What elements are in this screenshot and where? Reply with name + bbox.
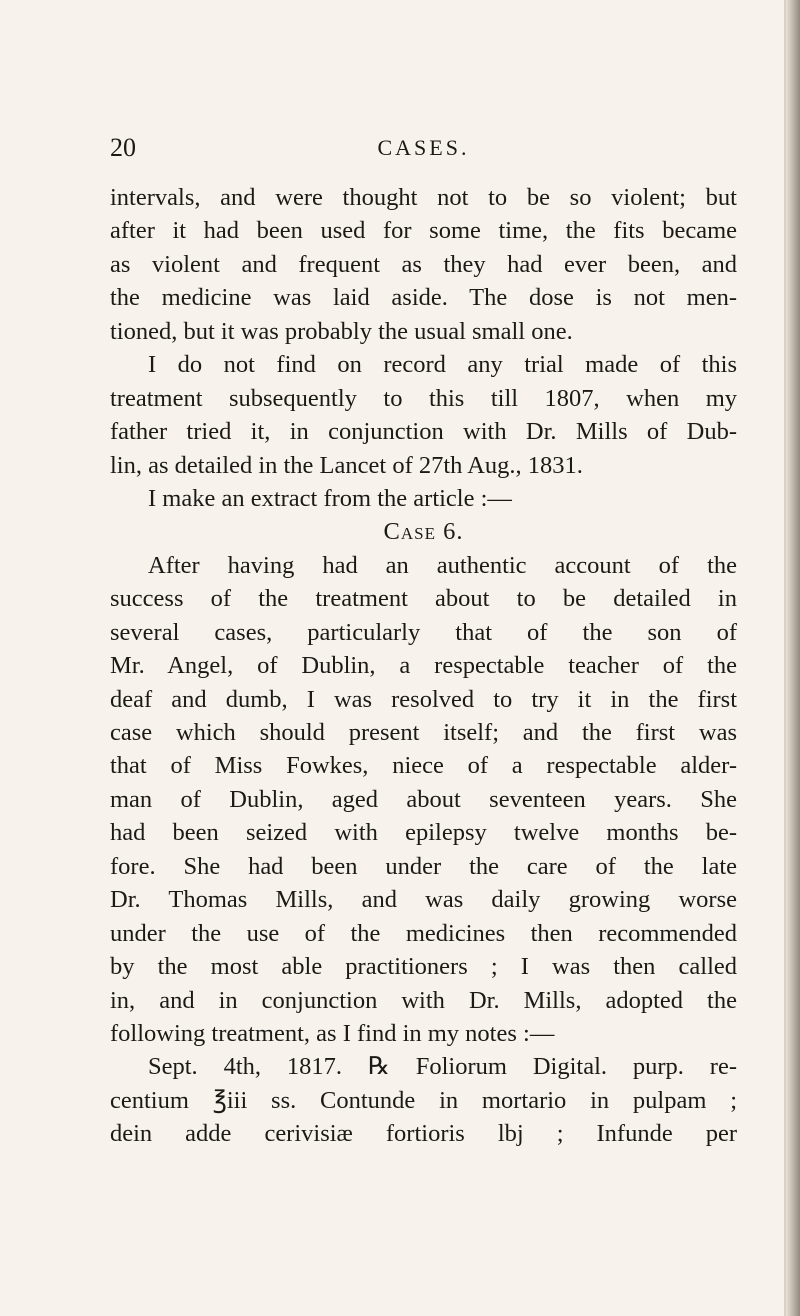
text-line: following treatment, as I find in my notes :— bbox=[110, 1019, 555, 1047]
text-line: had been seized with epilepsy twelve months be- bbox=[110, 819, 737, 847]
text-line: treatment subsequently to this till 1807, when my bbox=[110, 384, 737, 412]
text-line: several cases, particularly that of the son of bbox=[110, 618, 737, 646]
case-heading: Case 6. bbox=[383, 518, 464, 546]
text-line: Sept. 4th, 1817. ℞ Foliorum Digital. purp. re- bbox=[148, 1053, 737, 1081]
text-line: by the most able practitioners ; I was then called bbox=[110, 953, 737, 981]
running-title: CASES. bbox=[377, 135, 470, 160]
text-line: centium ℥iii ss. Contunde in mortario in pulpam ; bbox=[110, 1086, 737, 1114]
text-line: intervals, and were thought not to be so violent; but bbox=[110, 184, 737, 211]
book-page-edge bbox=[786, 0, 800, 1316]
text-line: I do not find on record any trial made of this bbox=[148, 351, 737, 379]
text-line: man of Dublin, aged about seventeen years. She bbox=[110, 785, 737, 813]
text-line: as violent and frequent as they had ever been, and bbox=[110, 250, 737, 278]
body-text bbox=[110, 181, 737, 1151]
running-head bbox=[110, 128, 737, 168]
text-line: under the use of the medicines then recommended bbox=[110, 919, 737, 947]
page-number: 20 bbox=[110, 133, 136, 162]
text-line: After having had an authentic account of the bbox=[148, 551, 737, 579]
text-line: in, and in conjunction with Dr. Mills, adopted the bbox=[110, 986, 737, 1014]
text-line: Dr. Thomas Mills, and was daily growing worse bbox=[110, 886, 737, 914]
text-line: deaf and dumb, I was resolved to try it in the first bbox=[110, 685, 737, 713]
text-line: dein adde cerivisiæ fortioris lbj ; Infunde per bbox=[110, 1120, 737, 1148]
text-line: after it had been used for some time, the fits became bbox=[110, 217, 737, 245]
text-line: case which should present itself; and the first was bbox=[110, 719, 737, 746]
text-line: tioned, but it was probably the usual small one. bbox=[110, 317, 573, 345]
text-line: that of Miss Fowkes, niece of a respectable alder- bbox=[110, 752, 737, 780]
text-line: father tried it, in conjunction with Dr. Mills of Dub- bbox=[110, 418, 737, 446]
text-line: lin, as detailed in the Lancet of 27th Aug., 1831. bbox=[110, 451, 583, 479]
text-line: fore. She had been under the care of the late bbox=[110, 852, 737, 880]
text-line: Mr. Angel, of Dublin, a respectable teacher of the bbox=[110, 652, 737, 680]
text-line: I make an extract from the article :— bbox=[148, 484, 512, 512]
text-line: success of the treatment about to be detailed in bbox=[110, 585, 737, 613]
text-line: the medicine was laid aside. The dose is not men- bbox=[110, 284, 737, 312]
